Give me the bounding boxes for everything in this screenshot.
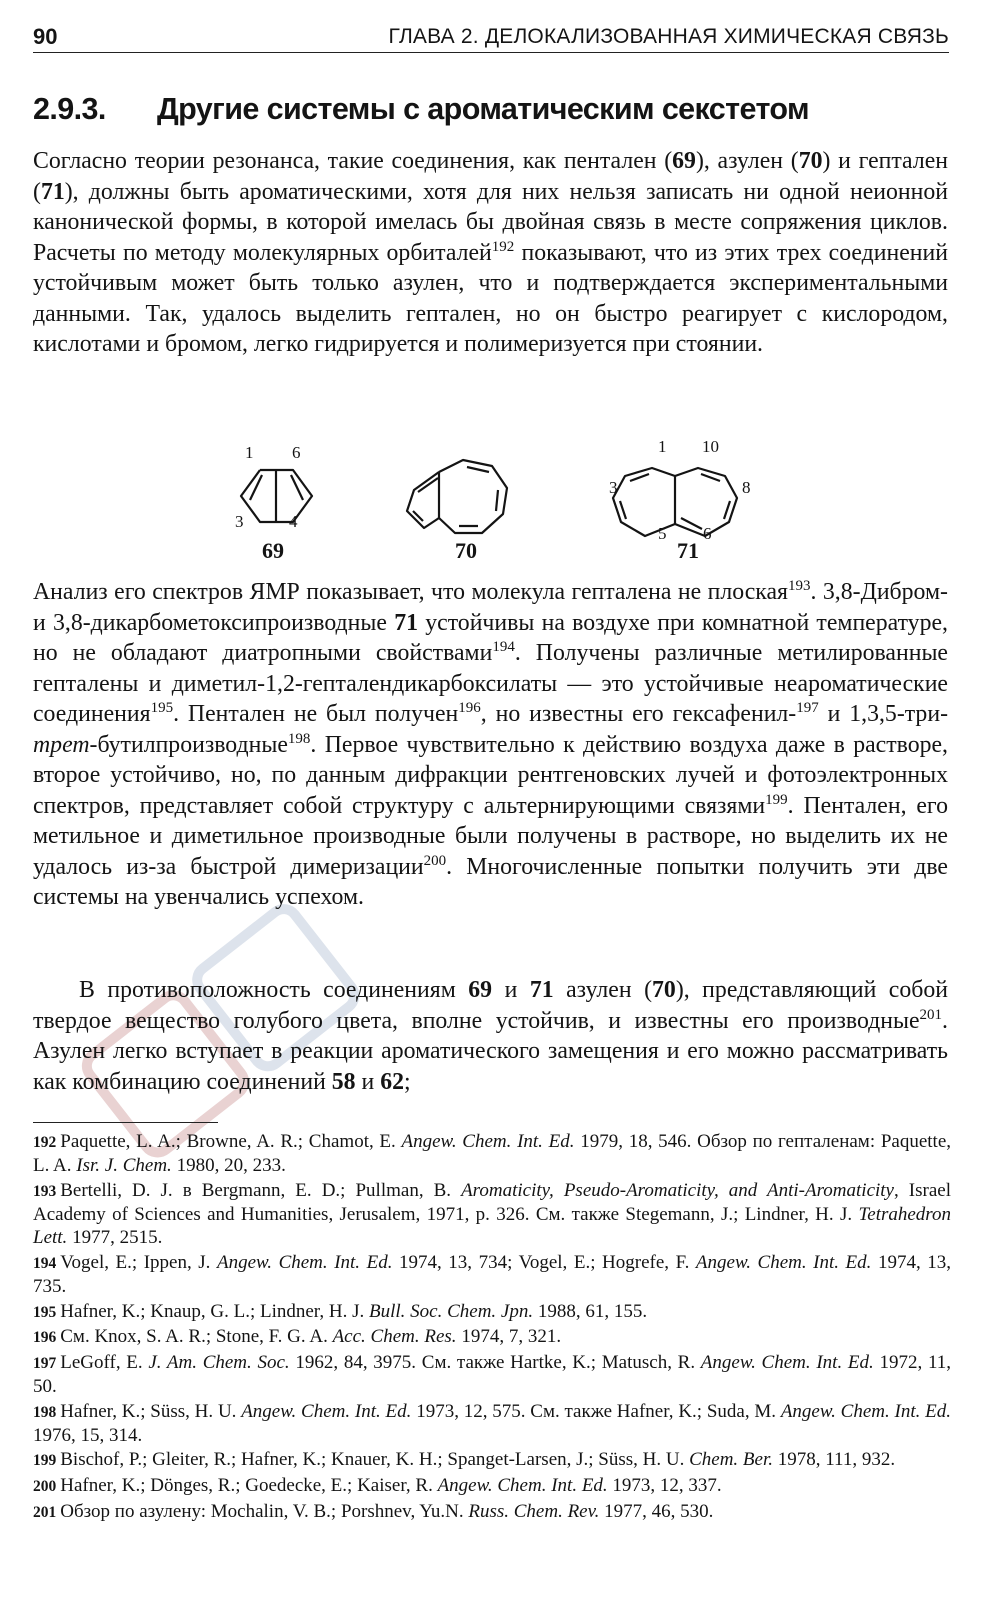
- footnote-ref[interactable]: 192: [491, 238, 515, 255]
- footnote-198: 198 Hafner, K.; Süss, H. U. Angew. Chem. Int. Ed. 1973, 12, 575. См. также Hafner, K.; Suda, M. Angew. Chem. Int. Ed. 1976, 15, 314.: [33, 1400, 952, 1446]
- footnote-ref[interactable]: 196: [458, 700, 481, 716]
- azulene-structure: [407, 460, 507, 533]
- footnote-ref[interactable]: 199: [765, 791, 788, 808]
- heptalene-pos-3: 3: [609, 478, 618, 497]
- footnote-divider: [33, 1122, 218, 1123]
- footnote-ref[interactable]: 201: [919, 1006, 943, 1023]
- pentalene-pos-4: 4: [289, 512, 298, 531]
- page-number: 90: [33, 24, 58, 49]
- footnote-200: 200 Hafner, K.; Dönges, R.; Goedecke, E.; Kaiser, R. Angew. Chem. Int. Ed. 1973, 12, 337.: [33, 1474, 722, 1496]
- pentalene-pos-3: 3: [235, 512, 244, 531]
- section-number: 2.9.3.: [33, 92, 106, 126]
- compound-ref: 71: [529, 977, 554, 1003]
- footnote-193: 193 Bertelli, D. J. в Bergmann, E. D.; Pullman, B. Aromaticity, Pseudo-Aromaticity, and Anti-Aromaticity, Israel Academy of Sciences and Humanities, Jerusalem, 1971, p. 326. См. также Stegemann, J.; Lindner, H. J. Tetrahedron Lett. 1977, 2515.: [33, 1179, 951, 1249]
- compound-ref: 58: [331, 1068, 356, 1095]
- structures-figure: [205, 440, 765, 570]
- footnote-201: 201 Обзор по азулену: Mochalin, V. B.; Porshnev, Yu.N. Russ. Chem. Rev. 1977, 46, 530.: [33, 1500, 714, 1522]
- footnote-ref[interactable]: 200: [423, 852, 447, 869]
- footnote-196: 196 См. Knox, S. A. R.; Stone, F. G. A. Acc. Chem. Res. 1974, 7, 321.: [33, 1326, 562, 1348]
- chapter-title: ГЛАВА 2. ДЕЛОКАЛИЗОВАННАЯ ХИМИЧЕСКАЯ СВЯЗЬ: [388, 25, 949, 48]
- footnote-ref[interactable]: 193: [788, 578, 811, 594]
- heptalene-pos-10: 10: [702, 440, 719, 456]
- footnote-ref[interactable]: 195: [150, 700, 174, 716]
- footnote-199: 199 Bischof, P.; Gleiter, R.; Hafner, K.; Knauer, K. H.; Spanget-Larsen, J.; Süss, H. U. Chem. Ber. 1978, 111, 932.: [33, 1449, 896, 1471]
- paragraph-2: Анализ его спектров ЯМР показывает, что молекула гепталена не плоская$^{193}$. 3,8-Дибром- и 3,8-дикарбометоксипроизводные 71 устойчивы на воздухе при комнатной температуре, но не обладают диатропными свойствами$^{194}$. Получены различные метилированные гепталены и диметил-1,2-гепталендикарбоксилаты — это устойчивые неароматические соединения$^{195}$. Пентален не был получен$^{196}$, но известны его гексафенил-$^{197}$ и 1,3,5-три-трет-бутилпроизводные$^{198}$. Первое чувствительно к действию воздуха даже в растворе, второе устойчиво, но, по данным дифракции рентгеновских лучей и фотоэлектронных спектров, представляет собой структуру с альтернирующими связями$^{199}$. Пентален, его метильное и диметильное производные были получены в растворе, но выделить их не удалось из-за быстрой димеризации$^{200}$. Многочисленные попытки получить эти две системы на увенчались успехом.: [33, 578, 948, 910]
- footnote-ref[interactable]: 197: [796, 700, 819, 716]
- compound-ref: 70: [798, 148, 823, 174]
- heptalene-pos-5: 5: [658, 524, 667, 543]
- section-heading: [33, 92, 809, 127]
- section-title: Другие системы с ароматическим секстетом: [157, 92, 809, 126]
- pentalene-pos-6: 6: [292, 443, 301, 462]
- compound-ref: 71: [40, 178, 65, 205]
- structures-svg: [205, 440, 765, 570]
- compound-ref: 71: [394, 609, 418, 636]
- compound-label-69: 69: [262, 538, 284, 563]
- footnote-ref[interactable]: 194: [492, 639, 515, 655]
- footnote-197: 197 LeGoff, E. J. Am. Chem. Soc. 1962, 84, 3975. См. также Hartke, K.; Matusch, R. Angew. Chem. Int. Ed. 1972, 11, 50.: [33, 1351, 951, 1397]
- heptalene-pos-1: 1: [658, 440, 667, 456]
- paragraph-1: Согласно теории резонанса, такие соединения, как пентален (69), азулен (70) и гептален (71), должны быть ароматическими, хотя для них нельзя записать ни одной неионной канонической формы, в которой имелась бы двойная связь в месте сопряжения циклов. Расчеты по методу молекулярных орбиталей$^{192}$ показывают, что из этих трех соединений устойчивым может быть только азулен, что и подтверждается экспериментальными данными. Так, удалось выделить гептален, но он быстро реагирует с кислородом, кислотами и бромом, легко гидрируется и полимеризуется при стоянии.: [33, 148, 949, 357]
- compound-ref: 62: [380, 1068, 404, 1095]
- heptalene-pos-8: 8: [742, 478, 751, 497]
- paragraph-3: В противоположность соединениям 69 и 71 азулен (70), представляющий собой твердое вещество голубого цвета, вполне устойчив, и известны его производные$^{201}$. Азулен легко вступает в реакции ароматического замещения и его можно рассматривать как комбинацию соединений 58 и 62;: [33, 977, 948, 1095]
- pentalene-pos-1: 1: [245, 443, 254, 462]
- pentalene-structure: [241, 470, 312, 522]
- compound-ref: 69: [672, 148, 696, 174]
- footnotes: [33, 1130, 951, 1525]
- compound-ref: 69: [468, 977, 493, 1003]
- running-header: [33, 22, 949, 53]
- compound-ref: 70: [652, 977, 676, 1003]
- compound-label-71: 71: [677, 538, 699, 563]
- footnote-194: 194 Vogel, E.; Ippen, J. Angew. Chem. Int. Ed. 1974, 13, 734; Vogel, E.; Hogrefe, F. Angew. Chem. Int. Ed. 1974, 13, 735.: [33, 1251, 951, 1297]
- compound-label-70: 70: [455, 538, 477, 563]
- heptalene-structure: [613, 468, 737, 536]
- footnote-ref[interactable]: 198: [287, 730, 311, 747]
- footnote-195: 195 Hafner, K.; Knaup, G. L.; Lindner, H. J. Bull. Soc. Chem. Jpn. 1988, 61, 155.: [33, 1300, 648, 1322]
- heptalene-pos-6: 6: [703, 524, 712, 543]
- footnote-192: 192 Paquette, L. A.; Browne, A. R.; Chamot, E. Angew. Chem. Int. Ed. 1979, 18, 546. Обзор по гепталенам: Paquette, L. A. Isr. J. Chem. 1980, 20, 233.: [33, 1131, 951, 1177]
